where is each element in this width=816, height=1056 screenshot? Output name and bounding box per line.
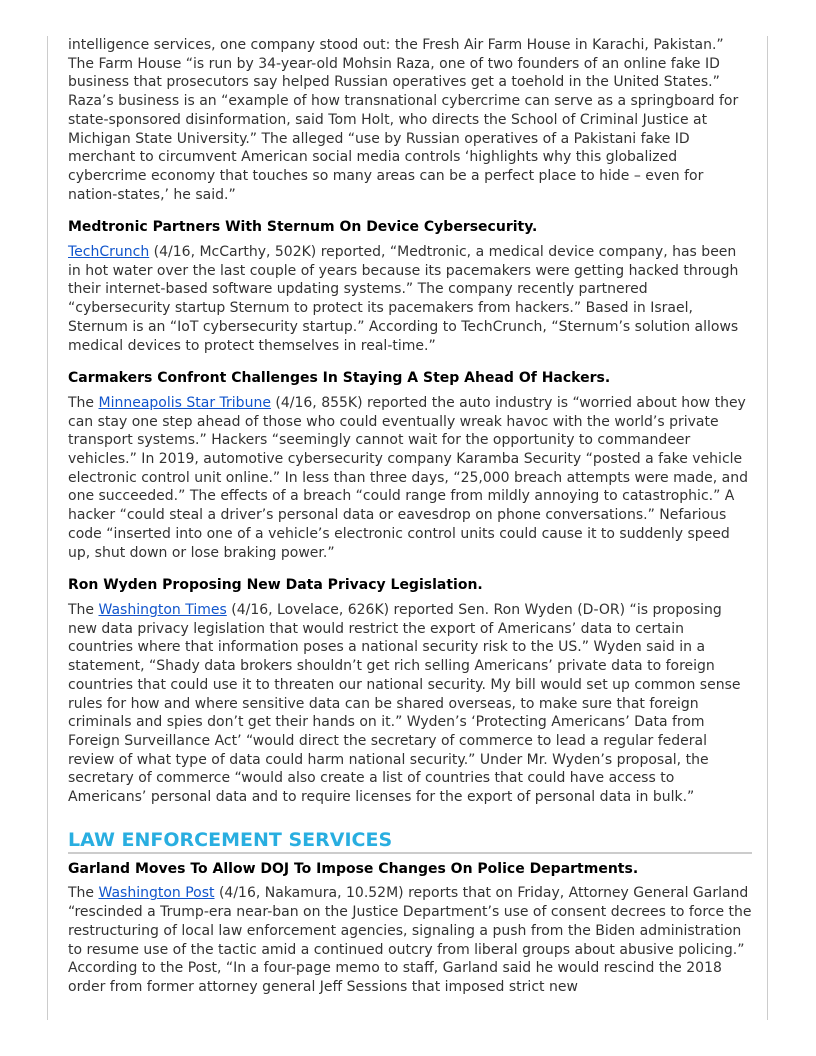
article-headline: Medtronic Partners With Sternum On Device Cybersecurity. — [68, 219, 538, 236]
article-body: The Washington Times (4/16, Lovelace, 626K) reported Sen. Ron Wyden (D-OR) “is proposing new data privacy legislation that would restrict the export of Americans’ data to certain countries where that information poses a national security risk to the US.” Wyden said in a statement, “Shady data brokers shouldn’t get rich selling Americans’ private data to foreign countries that could use it to threaten our national security. My bill would set up common sense rules for how and where sensitive data can be shared overseas, to make sure that foreign criminals and spies don’t get their hands on it.” Wyden’s ‘Protecting Americans’ Data from Foreign Surveillance Act’ “would direct the secretary of commerce to lead a regular federal review of what type of data could harm national security.” Under Mr. Wyden’s proposal, the secretary of commerce “would also create a list of countries that could have access to Americans’ personal data and to require licenses for the export of personal data in bulk.” — [68, 601, 741, 806]
article-body: TechCrunch (4/16, McCarthy, 502K) reported, “Medtronic, a medical device company, has been in hot water over the last couple of years because its pacemakers were getting hacked through their internet-based software updating systems.” The company recently partnered “cybersecurity startup Sternum to protect its pacemakers from hackers.” Based in Israel, Sternum is an “IoT cybersecurity startup.” According to TechCrunch, “Sternum’s solution allows medical devices to protect themselves in real-time.” — [68, 244, 739, 354]
source-link-washington-times[interactable]: Washington Times — [98, 601, 227, 618]
article-body: The Minneapolis Star Tribune (4/16, 855K) reported the auto industry is “worried about how they can stay one step ahead of those who could eventually wreak havoc with the world’s private transport systems.” Hackers “seemingly cannot wait for the opportunity to commandeer vehicles.” In 2019, automotive cybersecurity company Karamba Security “posted a fake vehicle electronic control unit online.” In less than three days, “25,000 breach attempts were made, and one succeeded.” The effects of a breach “could range from mildly annoying to catastrophic.” A hacker “could steal a driver’s personal data or eavesdrop on phone conversations.” Nefarious code “inserted into one of a vehicle’s electronic control units could cause it to suddenly speed up, shut down or lose braking power.” — [68, 394, 749, 561]
article-column — [68, 36, 752, 1011]
source-link-washington-post[interactable]: Washington Post — [98, 885, 215, 902]
right-margin-rule — [767, 36, 768, 1020]
source-link-star-tribune[interactable]: Minneapolis Star Tribune — [98, 394, 271, 411]
article-body: The Washington Post (4/16, Nakamura, 10.52M) reports that on Friday, Attorney General Garland “rescinded a Trump-era near-ban on the Justice Department’s use of consent decrees to force the restructuring of local law enforcement agencies, signaling a push from the Biden administration to resume use of the tactic amid a continued outcry from liberal groups about abusive policing.” According to the Post, “In a four-page memo to staff, Garland said he would rescind the 2018 order from former attorney general Jeff Sessions that imposed strict new — [68, 885, 752, 995]
section-heading-law-enforcement: LAW ENFORCEMENT SERVICES — [68, 829, 752, 854]
source-link-techcrunch[interactable]: TechCrunch — [68, 244, 150, 261]
left-margin-rule — [47, 36, 48, 1020]
intro-paragraph: intelligence services, one company stood out: the Fresh Air Farm House in Karachi, Pakistan.” The Farm House “is run by 34-year-old Mohsin Raza, one of two founders of an online fake ID business that prosecutors say helped Russian operatives get a toehold in the United States.” Raza’s business is an “example of how transnational cybercrime can serve as a springboard for state-sponsored disinformation, said Tom Holt, who directs the School of Criminal Justice at Michigan State University.” The alleged “use by Russian operatives of a Pakistani fake ID merchant to circumvent American social media controls ‘highlights why this globalized cybercrime economy that touches so many areas can be a perfect place to hide – even for nation-states,’ he said.” — [68, 37, 739, 203]
article-headline: Carmakers Confront Challenges In Staying A Step Ahead Of Hackers. — [68, 370, 611, 387]
article-headline: Ron Wyden Proposing New Data Privacy Legislation. — [68, 577, 483, 594]
article-headline: Garland Moves To Allow DOJ To Impose Changes On Police Departments. — [68, 860, 639, 877]
